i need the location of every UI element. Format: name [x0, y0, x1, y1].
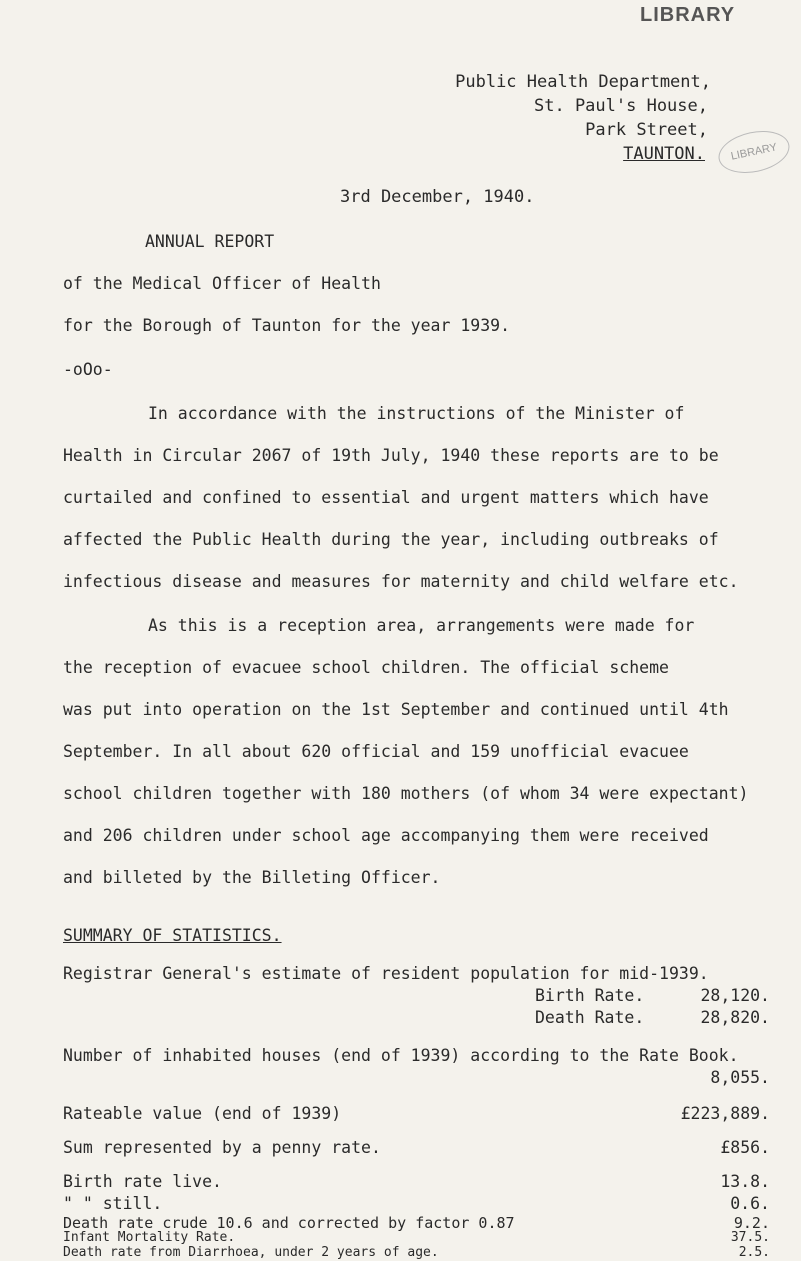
- infant-value: 37.5.: [730, 1230, 770, 1245]
- penny-value: £856.: [720, 1138, 770, 1157]
- para2-line-1: As this is a reception area, arrangements were made for: [148, 616, 695, 635]
- address-line-3: Park Street,: [585, 120, 708, 140]
- separator: -oOo-: [63, 360, 113, 379]
- death-crude-value: 9.2.: [733, 1214, 770, 1232]
- report-date: 3rd December, 1940.: [340, 187, 535, 207]
- para1-line-3: curtailed and confined to essential and urgent matters which have: [63, 488, 709, 507]
- houses-label: Number of inhabited houses (end of 1939) according to the Rate Book.: [63, 1046, 739, 1065]
- death-rate-label: Death Rate.: [535, 1008, 645, 1027]
- infant-label: Infant Mortality Rate.: [63, 1230, 236, 1245]
- para1-line-5: infectious disease and measures for maternity and child welfare etc.: [63, 572, 739, 591]
- houses-value: 8,055.: [710, 1068, 770, 1087]
- para2-line-7: and billeted by the Billeting Officer.: [63, 868, 441, 887]
- library-seal: LIBRARY: [715, 125, 794, 179]
- rateable-label: Rateable value (end of 1939): [63, 1104, 342, 1123]
- report-title: ANNUAL REPORT: [145, 232, 275, 251]
- para2-line-3: was put into operation on the 1st September and continued until 4th: [63, 700, 729, 719]
- para2-line-2: the reception of evacuee school children. The official scheme: [63, 658, 669, 677]
- library-stamp: LIBRARY: [640, 4, 736, 26]
- birth-still-label: " " still.: [63, 1194, 163, 1213]
- para2-line-6: and 206 children under school age accompanying them were received: [63, 826, 709, 845]
- birth-rate-label: Birth Rate.: [535, 986, 645, 1005]
- death-crude-label: Death rate crude 10.6 and corrected by factor 0.87: [63, 1214, 515, 1232]
- report-subtitle: of the Medical Officer of Health: [63, 274, 381, 293]
- address-line-4: TAUNTON.: [623, 144, 705, 164]
- birth-live-value: 13.8.: [720, 1172, 770, 1191]
- death-rate-value: 28,820.: [700, 1008, 770, 1027]
- penny-label: Sum represented by a penny rate.: [63, 1138, 381, 1157]
- population-label: Registrar General's estimate of resident population for mid-1939.: [63, 964, 709, 983]
- report-subtitle-2: for the Borough of Taunton for the year 1939.: [63, 316, 511, 335]
- birth-still-value: 0.6.: [730, 1194, 770, 1213]
- summary-heading: SUMMARY OF STATISTICS.: [63, 926, 282, 945]
- para1-line-2: Health in Circular 2067 of 19th July, 1940 these reports are to be: [63, 446, 719, 465]
- birth-rate-value: 28,120.: [700, 986, 770, 1005]
- diarrhoea-label: Death rate from Diarrhoea, under 2 years of age.: [63, 1245, 439, 1260]
- rateable-value: £223,889.: [680, 1104, 770, 1123]
- para1-line-1: In accordance with the instructions of the Minister of: [148, 404, 685, 423]
- diarrhoea-value: 2.5.: [738, 1245, 770, 1260]
- address-line-2: St. Paul's House,: [534, 96, 708, 116]
- address-line-1: Public Health Department,: [455, 72, 711, 92]
- para2-line-4: September. In all about 620 official and 159 unofficial evacuee: [63, 742, 689, 761]
- birth-live-label: Birth rate live.: [63, 1172, 222, 1191]
- para2-line-5: school children together with 180 mothers (of whom 34 were expectant): [63, 784, 749, 803]
- para1-line-4: affected the Public Health during the year, including outbreaks of: [63, 530, 719, 549]
